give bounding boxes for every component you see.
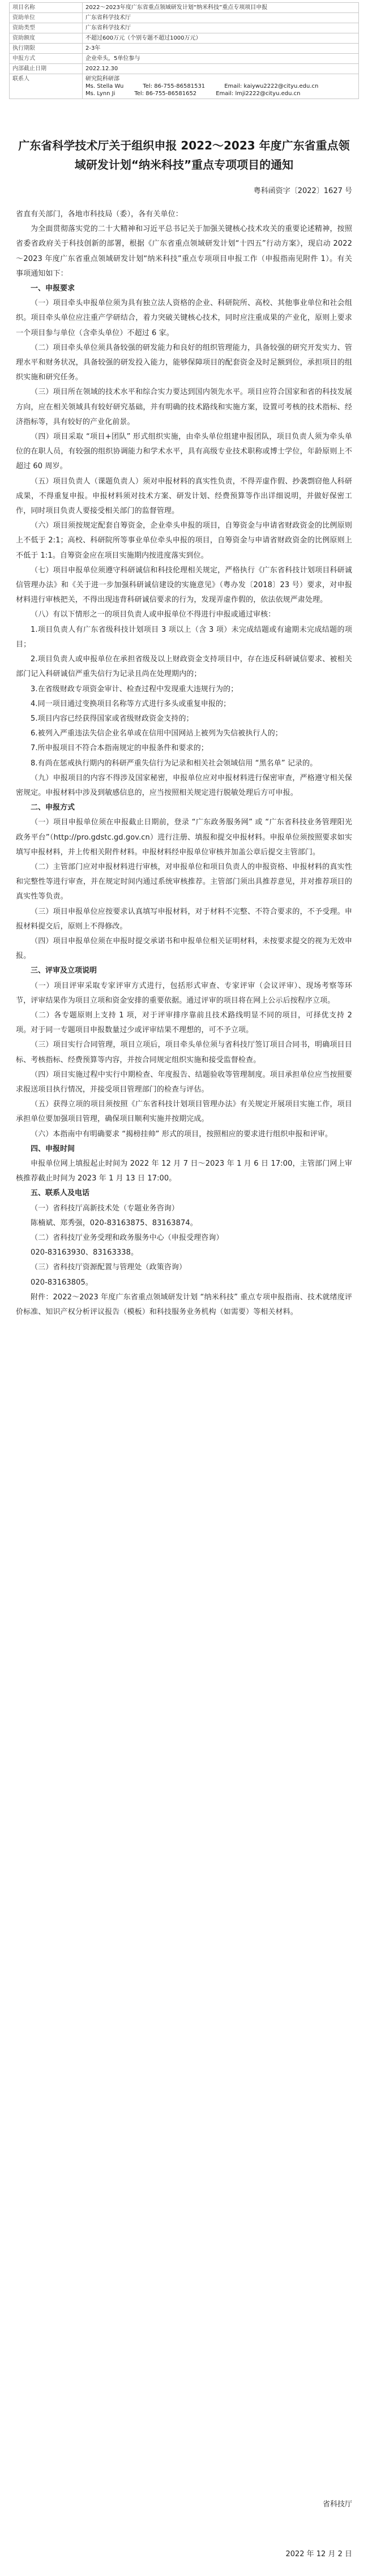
- section-paragraph: 附件：2022～2023 年度广东省重点领域研发计划 “纳米科技” 重点专项申报指南、技术就绪度评价标准、知识产权分析评议报告（模板）和科技服务业务机构（如需要）等相关材料。: [16, 1293, 352, 1317]
- section-paragraph: （四）项目实施过程中实行中期检查、年度报告、结题验收等管理制度。项目承担单位应当按照要求报送项目执行情况，并接受项目管理部门的检查与评估。: [16, 1070, 352, 1094]
- info-row: [10, 13, 359, 23]
- contact-name: Ms. Stella Wu: [85, 83, 124, 89]
- contact-email[interactable]: Email: kaiywu2222@cityu.edu.cn: [224, 83, 319, 89]
- section-paragraph: 7.所申报项目不符合本指南规定的申报条件和要求的；: [31, 744, 208, 753]
- contact-row: [10, 74, 359, 99]
- section-paragraph: （六）本指南中有明确要求 “揭榜挂帅” 形式的项目，按照相应的要求进行组织申报和评审。: [31, 1129, 333, 1139]
- project-info-table: [9, 2, 359, 99]
- section-paragraph: 2.项目负责人或申报单位在承担省级及以上财政资金支持项目中，存在违反科研诚信要求、被相关部门记入科研诚信严重失信行为记录且尚在处理期内的；: [16, 655, 352, 679]
- info-row: [10, 23, 359, 33]
- section-paragraph: （四）项目采取 “项目+团队” 形式组织实施，由牵头单位组建申报团队，项目负责人须为牵头单位的在职人员，有较强的组织协调能力和学术水平，具有高级专业技术职称或博士学位，年龄原则上不超过 60 周岁。: [16, 433, 352, 471]
- intro-paragraph: 为全面贯彻落实党的二十大精神和习近平总书记关于加强关键核心技术攻关的重要论述精神，按照省委省政府关于科技创新的部署，根据《广东省重点领域研发计划“十四五”行动方案》，现启动 2022～2023 年度广东省重点领域研发计划“纳米科技”重点专项项目申报工作（申报指南见附件 1）。有关事项通知如下：: [16, 225, 352, 278]
- section-paragraph: （一）省科技厅高新技术处（专题业务咨询）: [31, 1204, 179, 1213]
- section-paragraph: （三）项目所在领域的技术水平和综合实力要达到国内领先水平。项目应符合国家和省的科技发展方向，应在相关领域具有较好研究基础，并有明确的技术路线和实施方案，设置可考核的技术指标、经济指标等，具有较好的产业化前景。: [16, 388, 352, 426]
- info-value: 广东省科学技术厅: [83, 23, 359, 33]
- section-paragraph: （九）申报项目的内容不得涉及国家秘密，申报单位应对申报材料进行保密审查，严格遵守相关保密规定。申报材料中涉及到敏感信息的，应当按照相关规定进行脱敏处理后方可申报。: [16, 773, 352, 797]
- section-paragraph: （五）获得立项的项目须按照《广东省科技计划项目管理办法》有关规定开展项目实施工作，项目承担单位要加强项目管理，确保项目顺利实施并按期完成。: [16, 1100, 352, 1124]
- info-label: 资助额度: [10, 33, 83, 44]
- section-paragraph: （一）项目牵头申报单位须为具有独立法人资格的企业、科研院所、高校、其他事业单位和社会组织。项目牵头单位应注重产学研结合，着力突破关键核心技术，同时应注重成果的产业化，原则上要求一个项目参与单位（含牵头单位）不超过 6 家。: [16, 299, 352, 337]
- section-paragraph: （三）项目实行合同管理，项目立项后，项目牵头单位须与省科技厅签订项目合同书，明确项目目标、考核指标、经费预算等内容，并按合同规定组织实施和接受监督检查。: [16, 1041, 352, 1064]
- section-paragraph: （二）主管部门应对申报材料进行审核，对申报单位和项目负责人的申报资格、申报材料的真实性和完整性等进行审查，并在规定时间内通过系统审核推荐。主管部门须出具推荐意见，并对推荐项目的真实性等负责。: [16, 862, 352, 901]
- contact-name: Ms. Lynn Ji: [85, 91, 115, 97]
- contact-tel: Tel: 86-755-86581652: [134, 91, 197, 97]
- section-paragraph: （一）项目评审采取专家评审方式进行，包括形式审查、专家评审（会议评审）、现场考察等环节，评审结果作为项目立项和资金安排的重要依据。通过评审的项目将在网上公示后按程序立项。: [16, 981, 352, 1005]
- notice-body: [16, 207, 352, 2483]
- info-value: 企业牵头，5单位参与: [83, 54, 359, 64]
- info-value: 广东省科学技术厅: [83, 13, 359, 23]
- salutation: 省直有关部门，各地市科技局（委），各有关单位：: [16, 210, 183, 219]
- section-heading: 三、评审及立项说明: [31, 966, 97, 975]
- info-row: [10, 3, 359, 13]
- contact-person: [85, 90, 356, 97]
- info-row: [10, 64, 359, 74]
- info-label: 项目名称: [10, 3, 83, 13]
- document-number: 粤科函资字〔2022〕1627 号: [253, 187, 352, 195]
- section-paragraph: （一）项目申报单位须在申报截止日期前，登录 “广东政务服务网” 或 “广东省科技业务管理阳光政务平台”（http://pro.gdstc.gd.gov.cn）进行注册、填报和提交申报材料。申报单位须按照要求如实填写申报材料，并上传相关附件材料。申报材料经申报单位审核并加盖公章后提交主管部门。: [16, 818, 352, 857]
- contact-org: 研究院科研部: [85, 76, 119, 82]
- section-heading: 二、申报方式: [31, 803, 75, 812]
- notice-title: 广东省科学技术厅关于组织申报 2022～2023 年度广东省重点领域研发计划“纳米科技”重点专项项目的通知: [18, 139, 350, 172]
- contact-value: [83, 74, 359, 99]
- section-paragraph: 8.有尚在惩戒执行期内的科研严重失信行为记录和相关社会领域信用 “黑名单” 记录的。: [31, 759, 318, 768]
- section-heading: 四、申报时间: [31, 1144, 75, 1153]
- section-paragraph: 6.被列入严重违法失信企业名单或在信用中国网站上被列为失信被执行人的；: [31, 729, 283, 738]
- section-paragraph: （二）省科技厅业务受理和政务服务中心（申报受理咨询）: [31, 1234, 224, 1243]
- section-paragraph: 020-83163805。: [31, 1278, 93, 1287]
- section-paragraph: （六）项目须按规定配套自筹资金，企业牵头申报的项目，自筹资金与申请省财政资金的比例原则上不低于 2:1；高校、科研院所等事业单位牵头申报的项目，自筹资金与申请省财政资金的比例原则上不低于 1:1。自筹资金应在项目实施期内按进度落实到位。: [16, 521, 352, 560]
- signer: 省科技厅: [322, 2500, 352, 2509]
- section-paragraph: （四）项目申报单位须在申报时提交承诺书和申报单位相关证明材料，未按要求提交的视为无效申报。: [16, 936, 352, 961]
- info-row: [10, 44, 359, 54]
- section-paragraph: 1.项目负责人有广东省级科技计划项目 3 项以上（含 3 项）未完成结题或有逾期未完成结题的项目；: [16, 625, 352, 649]
- section-paragraph: （二）各专题原则上支持 1 项，对于评审排序靠前且技术路线明显不同的项目，可择优支持 2 项。对于同一专题项目申报数量过少或评审结果不理想的，可不予立项。: [16, 1011, 352, 1035]
- contact-email[interactable]: Email: lmji2222@cityu.edu.cn: [216, 91, 301, 97]
- contact-tel: Tel: 86-755-86581531: [143, 83, 206, 89]
- section-paragraph: （三）省科技厅资源配置与管理处（政策咨询）: [31, 1263, 187, 1272]
- info-label: 内部截止日期: [10, 64, 83, 74]
- info-value: 2022～2023年度广东省重点领域研发计划“纳米科技”重点专项项目申报: [83, 3, 359, 13]
- section-paragraph: （五）项目负责人（课题负责人）须对申报材料的真实性负责，不得弄虚作假、抄袭剽窃他人科研成果，不得重复申报。申报材料须对技术方案、研发计划、经费预算等作出详细说明，并做好保密工作，同时项目负责人要接受相关部门的监督管理。: [16, 477, 352, 516]
- section-paragraph: （三）项目申报单位应按要求认真填写申报材料，对于材料不完整、不符合要求的，不予受理。申报材料提交后，原则上不得修改。: [16, 907, 352, 931]
- section-paragraph: 申报单位网上填报起止时间为 2022 年 12 月 7 日～2023 年 1 月 6 日 17:00，主管部门网上审核推荐截止时间为 2023 年 1 月 13 日 17:00。: [16, 1159, 352, 1183]
- info-row: [10, 33, 359, 44]
- contact-label: 联系人: [10, 74, 83, 99]
- info-value: 不超过600万元（个别专题不超过1000万元）: [83, 33, 359, 44]
- section-paragraph: （七）项目申报单位须遵守科研诚信和科技伦理相关规定，严格执行《广东省科技计划项目科研诚信管理办法》和《关于进一步加强科研诚信建设的实施意见》（粤办发〔2018〕23 号）要求，对申报材料进行审核把关，不得出现违背科研诚信要求的行为，发现弄虚作假的，依法依规严肃处理。: [16, 566, 352, 605]
- info-label: 资助单位: [10, 13, 83, 23]
- section-paragraph: 5.项目内容已经获得国家或省级财政资金支持的；: [31, 714, 194, 723]
- section-paragraph: 3.在省级财政专项资金审计、检查过程中发现重大违规行为的；: [31, 684, 238, 694]
- signature-date: 2022 年 12 月 2 日: [285, 2550, 352, 2558]
- contact-person: [85, 83, 356, 90]
- section-heading: 一、申报要求: [31, 284, 75, 293]
- section-paragraph: （二）项目牵头单位须具备较强的研发能力和良好的组织管理能力，具备较强的研究开发实力、管理水平和财务状况，具备较强的研发投入能力，能够保障项目的配套资金及时足额到位，承担项目的组织实施和研究任务。: [16, 343, 352, 382]
- info-label: 执行期限: [10, 44, 83, 54]
- info-label: 资助类型: [10, 23, 83, 33]
- section-paragraph: 4.同一项目通过变换项目名称等方式进行多头或重复申报的；: [31, 699, 231, 708]
- info-label: 申报方式: [10, 54, 83, 64]
- section-paragraph: 020-83163930、83163338。: [31, 1248, 139, 1257]
- section-paragraph: （八）有以下情形之一的项目负责人或申报单位不得进行申报或通过审核：: [31, 610, 276, 619]
- info-row: [10, 54, 359, 64]
- info-value: 2022.12.30: [83, 64, 359, 74]
- section-paragraph: 陈楠斌、郑秀强，020-83163875、83163874。: [31, 1218, 198, 1227]
- section-heading: 五、联系人及电话: [31, 1189, 90, 1198]
- info-value: 2-3年: [83, 44, 359, 54]
